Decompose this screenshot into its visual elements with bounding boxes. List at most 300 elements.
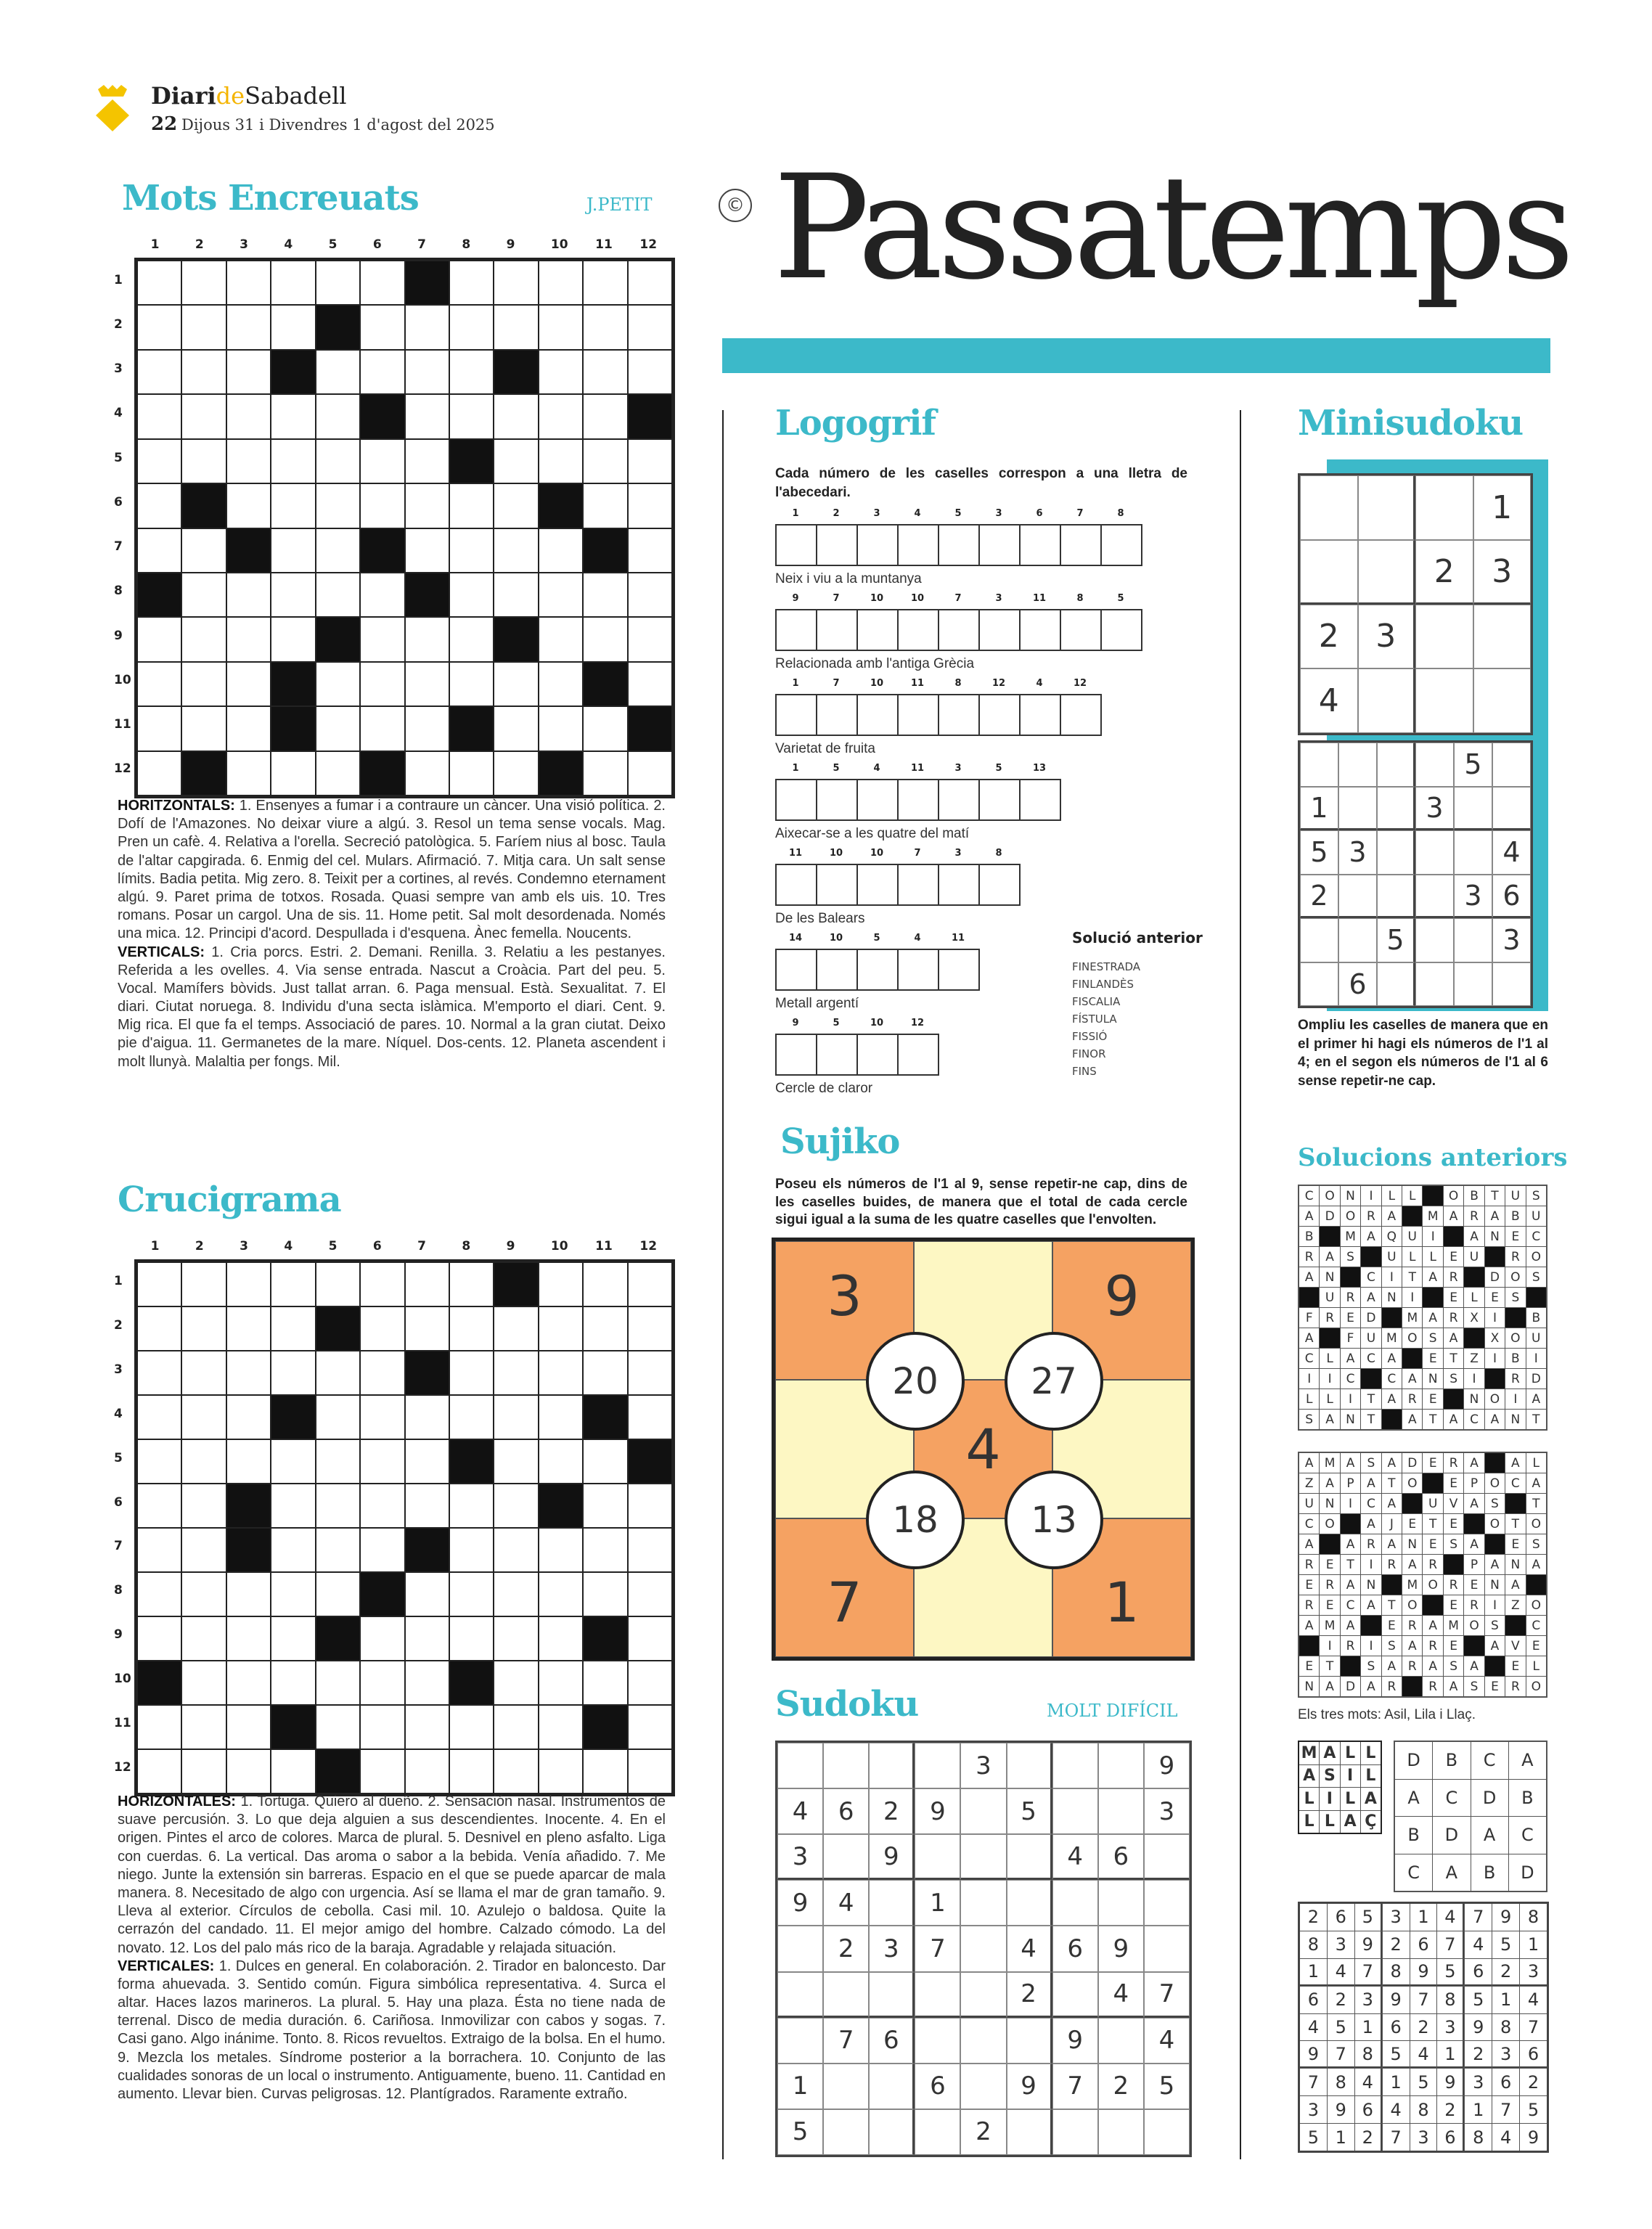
cruci-row-number: 4 (114, 1406, 123, 1421)
logogrif-solution-word: FINS (1072, 1065, 1097, 1078)
cruci-cell (316, 1529, 359, 1571)
mots-black-cell (271, 663, 314, 705)
cruci-cell (494, 1750, 537, 1793)
minisudoku-cell (1454, 962, 1492, 1007)
sudoku-cell: 6 (823, 1788, 869, 1834)
logogrif-box (938, 949, 980, 991)
solution-cell: D (1402, 1453, 1422, 1473)
cruci-cell (584, 1661, 626, 1704)
solution-cell: U (1299, 1494, 1319, 1513)
mots-cell (316, 484, 359, 527)
sudoku-solution-cell: 8 (1520, 1904, 1547, 1931)
solution-cell: L (1382, 1186, 1402, 1206)
cruci-cell (227, 1750, 270, 1793)
cruci-cell (584, 1307, 626, 1350)
mots-cell (182, 306, 225, 348)
solution-cell: A (1382, 1453, 1402, 1473)
cruci-grid (134, 1259, 675, 1796)
solution-cell: A (1485, 1636, 1505, 1656)
sujiko-cell: 3 (775, 1241, 914, 1380)
word-square-cell: L (1299, 1788, 1319, 1810)
solution-cell: U (1361, 1328, 1381, 1348)
sudoku-solution-cell: 5 (1383, 2041, 1410, 2068)
solution-cell: T (1444, 1349, 1463, 1368)
mots-row-number: 2 (114, 316, 123, 332)
cruci-cell (629, 1484, 671, 1527)
sudoku-grid (775, 1741, 1192, 2157)
solution-cell: C (1341, 1369, 1360, 1388)
sudoku-solution-cell: 7 (1520, 2014, 1547, 2041)
minisudoku-cell (1473, 605, 1532, 669)
minisudoku-cell (1415, 668, 1473, 733)
logogrif-box (978, 864, 1021, 906)
logogrif-number: 10 (870, 678, 884, 689)
minisudoku-cell (1377, 830, 1415, 875)
mots-cell (227, 752, 270, 795)
cruci-cell (138, 1706, 181, 1749)
mots-cell (406, 306, 449, 348)
cruci-cell (316, 1706, 359, 1749)
solution-cell: R (1402, 1616, 1422, 1635)
minisudoku-solution-cell: C (1395, 1854, 1432, 1891)
cruci-cell (406, 1307, 449, 1350)
sudoku-cell: 7 (823, 2018, 869, 2064)
logogrif-number: 10 (829, 933, 843, 944)
sudoku-cell (960, 2064, 1006, 2109)
mots-row-number: 4 (114, 406, 123, 421)
sudoku-cell (823, 1834, 869, 1880)
word-square-cell: L (1320, 1811, 1339, 1833)
sudoku-solution-cell: 8 (1410, 2096, 1437, 2123)
mots-cell (227, 573, 270, 616)
cruci-cell (539, 1661, 582, 1704)
mots-cell (629, 752, 671, 795)
minisudoku-cell: 3 (1454, 875, 1492, 919)
minisudoku-solution-cell: B (1433, 1742, 1470, 1779)
cruci-cell (138, 1573, 181, 1616)
solution-black-cell (1444, 1389, 1463, 1409)
logogrif-number: 3 (995, 508, 1002, 519)
mots-cell (271, 395, 314, 438)
minisudoku-cell (1377, 962, 1415, 1007)
solution-cell: A (1402, 1636, 1422, 1656)
solution-cell: I (1526, 1349, 1546, 1368)
sudoku-cell: 4 (1007, 1926, 1052, 1971)
solution-black-cell (1464, 1636, 1484, 1656)
minisudoku-cell (1415, 875, 1454, 919)
cruci-cell (227, 1661, 270, 1704)
mots-black-cell (450, 440, 493, 483)
logogrif-box (1019, 779, 1061, 821)
solution-cell: T (1361, 1410, 1381, 1429)
cruci-cell (138, 1396, 181, 1439)
solution-cell: T (1485, 1186, 1505, 1206)
mots-cell (450, 484, 493, 527)
solution-cell: L (1320, 1349, 1339, 1368)
mots-cell (450, 752, 493, 795)
solution-cell: S (1526, 1267, 1546, 1287)
mots-cell (629, 573, 671, 616)
mots-cell (138, 752, 181, 795)
mots-row-number: 9 (114, 628, 123, 643)
cruci-cell (182, 1351, 225, 1394)
logogrif-number: 5 (1117, 593, 1124, 604)
logogrif-number: 3 (873, 508, 880, 519)
logogrif-number: 2 (833, 508, 840, 519)
cruci-cell (182, 1263, 225, 1306)
cruci-cell (406, 1440, 449, 1483)
copyright-icon: © (719, 189, 752, 222)
mots-black-cell (227, 529, 270, 572)
solution-cell: O (1526, 1595, 1546, 1615)
logogrif-box (1019, 694, 1061, 736)
mots-cell (584, 261, 626, 304)
sudoku-solution-cell: 9 (1300, 2041, 1327, 2068)
sudoku-solution-cell: 1 (1465, 2096, 1492, 2123)
solution-cell: N (1505, 1555, 1525, 1574)
mots-black-cell (494, 351, 537, 393)
minisudoku-solution-cell: B (1509, 1780, 1546, 1817)
minisudoku-cell: 6 (1338, 962, 1377, 1007)
sudoku-cell: 5 (1007, 1788, 1052, 1834)
logogrif-hint: Aixecar-se a les quatre del matí (775, 826, 970, 841)
solucions-sudoku (1298, 1902, 1549, 2153)
solution-cell: A (1320, 1473, 1339, 1493)
minisudoku-cell (1377, 787, 1415, 831)
solution-black-cell (1341, 1656, 1360, 1676)
minisudoku-solution-cell: C (1509, 1817, 1546, 1854)
mots-cell (227, 261, 270, 304)
cruci-col-number: 3 (240, 1239, 248, 1253)
logogrif-title: Logogrif (775, 403, 936, 443)
mots-cell (138, 395, 181, 438)
logogrif-number: 11 (788, 848, 803, 859)
mots-cell (227, 440, 270, 483)
mots-cell (406, 395, 449, 438)
solution-cell: S (1485, 1494, 1505, 1513)
solution-cell: L (1402, 1247, 1422, 1267)
mots-cell (138, 484, 181, 527)
mots-cell (629, 663, 671, 705)
word-square-cell: Ç (1361, 1811, 1381, 1833)
mots-cell (227, 484, 270, 527)
cruci-cell (584, 1351, 626, 1394)
solution-cell: Q (1382, 1227, 1402, 1246)
word-square-cell: L (1341, 1742, 1360, 1764)
cruci-cell (494, 1617, 537, 1660)
mots-cell (182, 618, 225, 660)
cruci-cell (539, 1617, 582, 1660)
cruci-cell (494, 1529, 537, 1571)
mots-col-number: 7 (417, 237, 426, 252)
solution-cell: R (1444, 1267, 1463, 1287)
sudoku-solution-cell: 4 (1520, 1987, 1547, 2013)
sudoku-cell (1098, 2018, 1144, 2064)
cruci-cell (494, 1396, 537, 1439)
solution-cell: O (1526, 1677, 1546, 1696)
sudoku-solution-cell: 6 (1465, 1959, 1492, 1986)
solution-cell: A (1464, 1656, 1484, 1676)
cruci-row-number: 10 (114, 1671, 131, 1686)
logogrif-number: 10 (829, 848, 843, 859)
sudoku-cell: 9 (1007, 2064, 1052, 2109)
mots-cell (406, 663, 449, 705)
logogrif-box (856, 779, 899, 821)
mots-cell (182, 395, 225, 438)
sudoku-cell (823, 2109, 869, 2155)
mots-cell (271, 752, 314, 795)
solution-cell: R (1299, 1247, 1319, 1267)
solution-cell: P (1464, 1473, 1484, 1493)
logogrif-number: 4 (1036, 678, 1043, 689)
minisudoku-cell (1338, 787, 1377, 831)
sudoku-solution-cell: 8 (1492, 2014, 1519, 2041)
solution-cell: I (1505, 1389, 1525, 1409)
sujiko-cell: 4 (914, 1380, 1052, 1518)
sudoku-solution-cell: 7 (1300, 2069, 1327, 2095)
minisudoku-cell (1338, 875, 1377, 919)
sudoku-cell (1144, 2109, 1190, 2155)
minisudoku-cell: 5 (1300, 830, 1338, 875)
solution-cell: U (1526, 1206, 1546, 1226)
solution-cell: N (1361, 1575, 1381, 1595)
cruci-cell (361, 1706, 404, 1749)
solution-cell: S (1505, 1288, 1525, 1307)
logogrif-number: 5 (833, 1018, 840, 1028)
sudoku-cell (1007, 1834, 1052, 1880)
solution-black-cell (1402, 1349, 1422, 1368)
solution-cell: D (1341, 1677, 1360, 1696)
logogrif-box (775, 609, 817, 651)
sudoku-cell (1052, 2109, 1098, 2155)
minisudoku-cell: 3 (1358, 605, 1416, 669)
cruci-cell (406, 1484, 449, 1527)
mots-black-cell (406, 573, 449, 616)
logogrif-number: 3 (954, 848, 962, 859)
sudoku-cell: 7 (1052, 2064, 1098, 2109)
cruci-cell (316, 1440, 359, 1483)
cruci-cell (629, 1661, 671, 1704)
logogrif-number: 4 (873, 763, 880, 774)
sujiko-circle: 13 (1005, 1471, 1103, 1569)
solution-cell: E (1423, 1349, 1442, 1368)
mots-cell (316, 395, 359, 438)
sudoku-cell (1052, 1880, 1098, 1926)
logogrif-box (978, 694, 1021, 736)
sudoku-cell (869, 1743, 915, 1788)
sudoku-solution-cell: 7 (1355, 1959, 1382, 1986)
mots-cell (361, 484, 404, 527)
column-divider-right (1240, 410, 1241, 2159)
logogrif-box (897, 609, 939, 651)
logogrif-box (1019, 609, 1061, 651)
mots-black-cell (182, 752, 225, 795)
sudoku-solution-cell: 4 (1383, 2096, 1410, 2123)
minisudoku-solution-cell: D (1433, 1817, 1470, 1854)
solution-black-cell (1299, 1288, 1319, 1307)
mots-author: J.PETIT (586, 195, 653, 215)
solution-cell: S (1341, 1247, 1360, 1267)
logogrif-number: 12 (1073, 678, 1087, 689)
mots-cell (227, 395, 270, 438)
mots-grid (134, 258, 675, 798)
solution-cell: C (1382, 1369, 1402, 1388)
solution-cell: A (1361, 1514, 1381, 1534)
sudoku-cell (823, 2064, 869, 2109)
cruci-cell (316, 1661, 359, 1704)
solution-cell: A (1299, 1267, 1319, 1287)
solution-cell: R (1341, 1636, 1360, 1656)
sudoku-solution-cell: 8 (1355, 2041, 1382, 2068)
solution-black-cell (1382, 1308, 1402, 1328)
solution-cell: L (1402, 1186, 1422, 1206)
solution-cell: U (1526, 1328, 1546, 1348)
sudoku-cell: 3 (777, 1834, 823, 1880)
mots-black-cell (361, 752, 404, 795)
mots-col-number: 5 (328, 237, 338, 252)
minisudoku-4x4 (1298, 473, 1533, 735)
cruci-cell (494, 1706, 537, 1749)
solution-cell: M (1444, 1616, 1463, 1635)
logogrif-box (897, 779, 939, 821)
solution-cell: Z (1299, 1473, 1319, 1493)
solution-cell: S (1485, 1616, 1505, 1635)
mots-cell (584, 707, 626, 750)
cruci-black-cell (584, 1396, 626, 1439)
logogrif-box (938, 864, 980, 906)
mots-cell (138, 440, 181, 483)
solution-cell: S (1526, 1186, 1546, 1206)
mots-col-number: 12 (639, 237, 658, 252)
solution-black-cell (1505, 1494, 1525, 1513)
solution-cell: A (1341, 1575, 1360, 1595)
cruci-cell (271, 1263, 314, 1306)
cruci-cell (227, 1706, 270, 1749)
solution-cell: E (1299, 1656, 1319, 1676)
cruci-black-cell (316, 1307, 359, 1350)
cruci-cell (539, 1351, 582, 1394)
solution-cell: C (1299, 1186, 1319, 1206)
solution-cell: I (1485, 1308, 1505, 1328)
logogrif-number: 11 (951, 933, 965, 944)
cruci-cell (406, 1263, 449, 1306)
sudoku-cell: 2 (869, 1788, 915, 1834)
mots-row-number: 12 (114, 761, 131, 777)
solution-cell: A (1382, 1656, 1402, 1676)
solution-cell: E (1299, 1575, 1319, 1595)
solution-black-cell (1423, 1473, 1442, 1493)
minisudoku-cell (1300, 475, 1358, 540)
cruci-cell (182, 1307, 225, 1350)
solution-cell: T (1505, 1514, 1525, 1534)
sudoku-solution-cell: 6 (1355, 2096, 1382, 2123)
cruci-cell (539, 1396, 582, 1439)
solution-cell: P (1341, 1473, 1360, 1493)
solution-cell: A (1444, 1206, 1463, 1226)
sudoku-cell: 1 (915, 1880, 960, 1926)
sudoku-cell: 1 (777, 2064, 823, 2109)
logogrif-number: 3 (995, 593, 1002, 604)
solution-cell: A (1299, 1616, 1319, 1635)
solution-black-cell (1402, 1206, 1422, 1226)
solucions-cruci-grid (1298, 1452, 1547, 1698)
sudoku-cell (960, 1880, 1006, 1926)
mots-cell (361, 261, 404, 304)
mots-cell (316, 707, 359, 750)
cruci-cell (450, 1396, 493, 1439)
mots-black-cell (629, 707, 671, 750)
solution-cell: E (1444, 1636, 1463, 1656)
solution-cell: R (1341, 1288, 1360, 1307)
cruci-cell (182, 1706, 225, 1749)
logogrif-number: 1 (792, 763, 799, 774)
solution-cell: A (1464, 1453, 1484, 1473)
cruci-cell (361, 1440, 404, 1483)
sudoku-cell (777, 1972, 823, 2018)
solution-cell: A (1299, 1328, 1319, 1348)
solution-cell: A (1526, 1473, 1546, 1493)
sudoku-cell: 4 (777, 1788, 823, 1834)
solution-cell: C (1464, 1410, 1484, 1429)
sudoku-cell: 2 (960, 2109, 1006, 2155)
solution-cell: A (1485, 1555, 1505, 1574)
mots-cell (539, 306, 582, 348)
cruci-black-cell (227, 1484, 270, 1527)
cruci-cell (629, 1396, 671, 1439)
cruci-cell (138, 1617, 181, 1660)
logogrif-solution-word: FISSIÓ (1072, 1030, 1108, 1043)
logogrif-number: 3 (954, 763, 962, 774)
sudoku-title: Sudoku (775, 1684, 919, 1725)
sudoku-cell (869, 2064, 915, 2109)
sudoku-solution-cell: 8 (1383, 1959, 1410, 1986)
solution-black-cell (1361, 1616, 1381, 1635)
sudoku-cell (1007, 1880, 1052, 1926)
cruci-cell (227, 1396, 270, 1439)
solution-cell: E (1485, 1677, 1505, 1696)
solution-cell: R (1382, 1677, 1402, 1696)
solution-cell: A (1485, 1410, 1505, 1429)
sudoku-solution-cell: 1 (1492, 1987, 1519, 2013)
cruci-cell (584, 1484, 626, 1527)
cruci-row-number: 1 (114, 1274, 123, 1289)
solution-cell: A (1382, 1534, 1402, 1554)
logogrif-number: 1 (792, 678, 799, 689)
sudoku-solution-cell: 5 (1520, 2096, 1547, 2123)
sujiko-cell: 7 (775, 1518, 914, 1657)
solution-cell: I (1485, 1595, 1505, 1615)
sudoku-solution-cell: 6 (1492, 2069, 1519, 2095)
sudoku-solution-cell: 4 (1437, 1904, 1464, 1931)
cruci-black-cell (227, 1529, 270, 1571)
solution-cell: A (1402, 1369, 1422, 1388)
sudoku-solution-cell: 1 (1410, 1904, 1437, 1931)
cruci-col-number: 8 (462, 1239, 471, 1253)
mots-cell (494, 707, 537, 750)
minisudoku-cell (1492, 787, 1531, 831)
mots-cell (584, 573, 626, 616)
solution-cell: E (1341, 1308, 1360, 1328)
solution-cell: A (1526, 1389, 1546, 1409)
word-square-cell: L (1341, 1788, 1360, 1810)
sudoku-solution-cell: 6 (1410, 1931, 1437, 1958)
solution-cell: Z (1464, 1349, 1484, 1368)
minisudoku-cell: 2 (1300, 875, 1338, 919)
mots-cell (406, 618, 449, 660)
word-square-cell: L (1361, 1765, 1381, 1788)
sudoku-cell: 6 (915, 2064, 960, 2109)
logogrif-box (856, 1034, 899, 1076)
